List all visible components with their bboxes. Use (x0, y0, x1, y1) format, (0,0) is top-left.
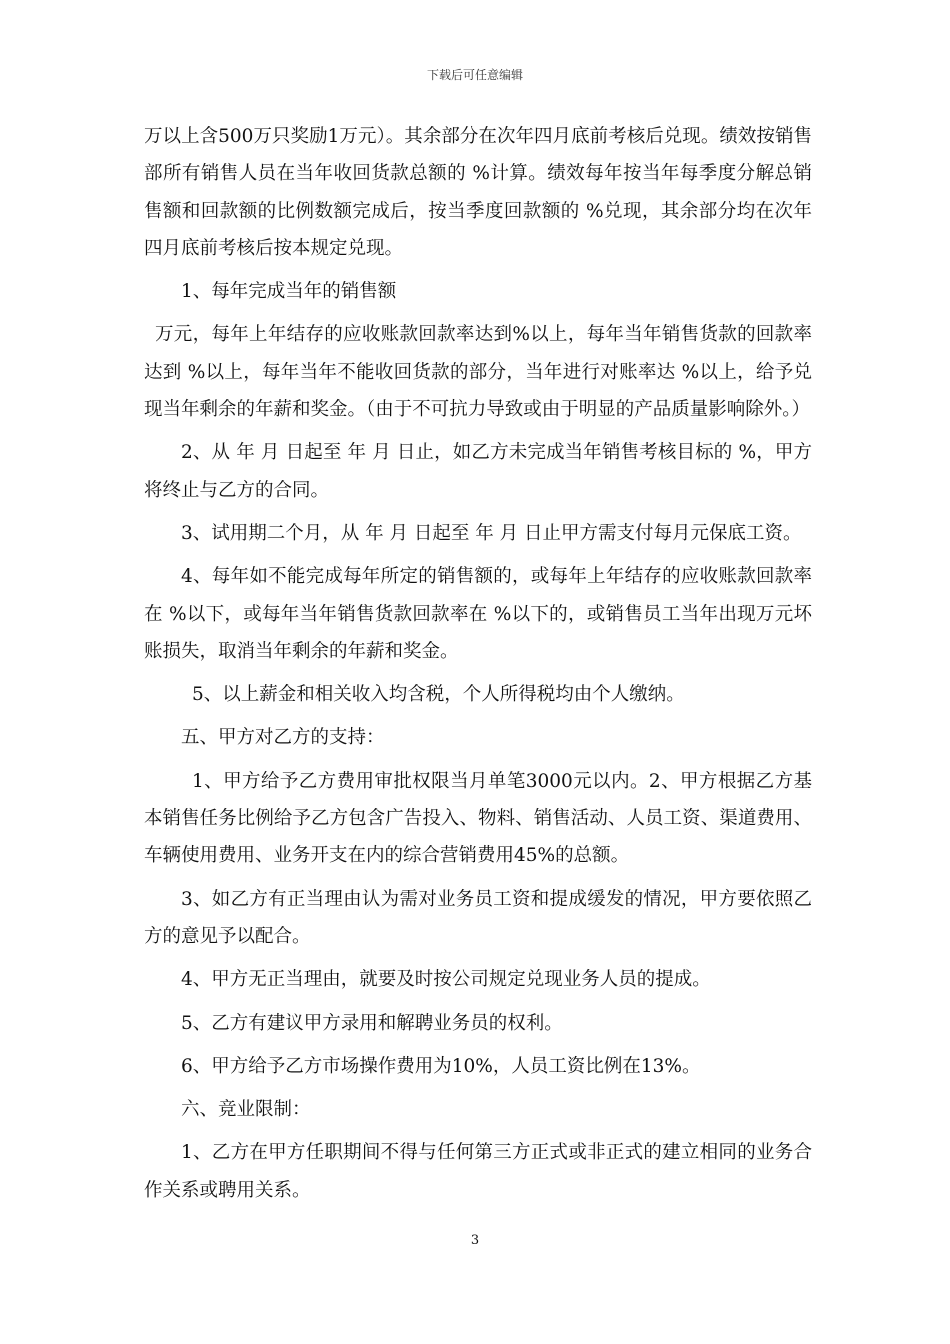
section-heading-5: 五、甲方对乙方的支持： (181, 727, 385, 749)
paragraph-continuation: 万以上含500万只奖励1万元）。其余部分在次年四月底前考核后兑现。绩效按销售部所有销售人员在当年收回货款总额的 %计算。绩效每年按当年每季度分解总销售额和回款额的比例数额完成后，按当季度回款额的 %兑现，其余部分均在次年四月底前考核后按本规定兑现。 (144, 126, 812, 259)
paragraph-item-2: 2、从 年 月 日起至 年 月 日止，如乙方未完成当年销售考核目标的 %，甲方将终止与乙方的合同。 (144, 442, 812, 501)
paragraph-item-1: 1、每年完成当年的销售额 (181, 281, 397, 303)
paragraph-support-4: 4、甲方无正当理由，就要及时按公司规定兑现业务人员的提成。 (181, 969, 711, 991)
paragraph-support-1-2: 1、甲方给予乙方费用审批权限当月单笔3000元以内。2、甲方根据乙方基本销售任务比例给予乙方包含广告投入、物料、销售活动、人员工资、渠道费用、车辆使用费用、业务开支在内的综合营销费用45%的总额。 (144, 770, 812, 867)
document-body (144, 118, 812, 1209)
paragraph-noncompete-1: 1、乙方在甲方任职期间不得与任何第三方正式或非正式的建立相同的业务合作关系或聘用关系。 (144, 1142, 812, 1201)
page-header: 下载后可任意编辑 (426, 68, 523, 82)
paragraph-item-3: 3、试用期二个月，从 年 月 日起至 年 月 日止甲方需支付每月元保底工资。 (181, 522, 802, 544)
paragraph-item-5: 5、以上薪金和相关收入均含税，个人所得税均由个人缴纳。 (192, 684, 685, 706)
paragraph-item-4: 4、每年如不能完成每年所定的销售额的，或每年上年结存的应收账款回款率在 %以下，或每年当年销售货款回款率在 %以下的，或销售员工当年出现万元坏账损失，取消当年剩余的年薪和奖金。 (144, 566, 812, 662)
paragraph-support-3: 3、如乙方有正当理由认为需对业务员工资和提成缓发的情况，甲方要依照乙方的意见予以配合。 (144, 888, 812, 947)
paragraph-sales-target: 万元，每年上年结存的应收账款回款率达到%以上，每年当年销售货款的回款率达到 %以上，每年当年不能收回货款的部分，当年进行对账率达 %以上，给予兑现当年剩余的年薪和奖金。（由于不可抗力导致或由于明显的产品质量影响除外。） (144, 324, 812, 421)
paragraph-support-5: 5、乙方有建议甲方录用和解聘业务员的权利。 (181, 1012, 563, 1034)
section-heading-6: 六、竞业限制： (181, 1099, 311, 1121)
paragraph-support-6: 6、甲方给予乙方市场操作费用为10%，人员工资比例在13%。 (181, 1055, 701, 1077)
page-number: 3 (470, 1233, 480, 1248)
